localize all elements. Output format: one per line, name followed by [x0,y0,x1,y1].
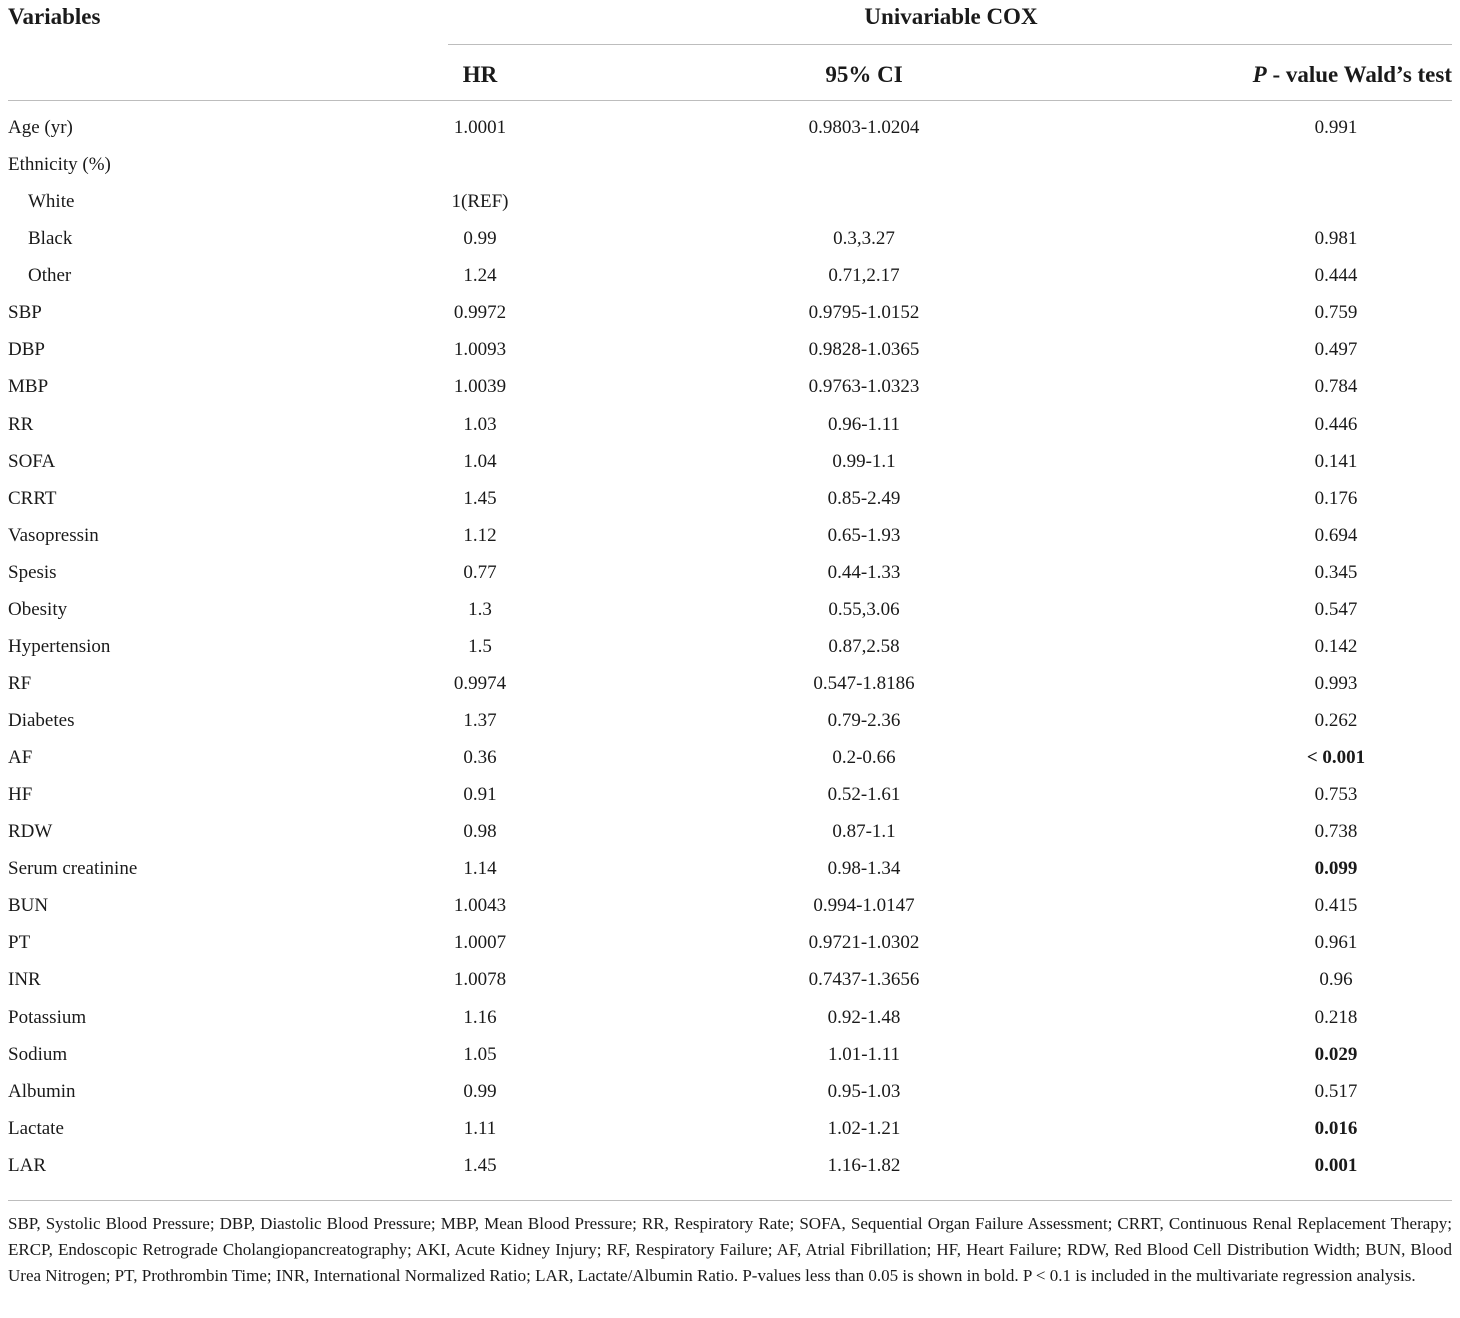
cell-ci: 0.9795-1.0152 [808,302,920,324]
cell-ci: 0.96-1.11 [827,413,901,435]
cell-ci: 0.87,2.58 [828,635,900,657]
cell-hr: 1.0007 [453,932,507,954]
cell-hr: 0.9974 [453,672,507,694]
cell-ci: 0.99-1.1 [832,450,896,472]
cell-ci: 0.9721-1.0302 [808,932,920,954]
table-row [0,409,1460,446]
cell-ci: 0.9763-1.0323 [808,376,920,398]
cell-ci: 1.01-1.11 [827,1043,901,1065]
table-row [0,223,1460,260]
cell-hr: 1.0078 [453,969,507,991]
cell-hr: 1.14 [463,858,497,880]
cell-p-value: 0.142 [1314,635,1358,657]
cell-variable: Potassium [8,1006,87,1028]
table-row [0,371,1460,408]
cell-ci: 0.65-1.93 [827,524,901,546]
header-univariable-cox: Univariable COX [864,4,1038,29]
cell-hr: 1.04 [463,450,497,472]
table-row [0,557,1460,594]
cell-ci: 0.547-1.8186 [813,672,915,694]
cell-ci: 0.994-1.0147 [813,895,915,917]
cell-p-value: 0.993 [1314,672,1358,694]
cell-ci: 0.55,3.06 [828,598,900,620]
cell-variable: DBP [8,339,45,361]
cell-p-value: 0.176 [1314,487,1358,509]
cell-variable: BUN [8,895,49,917]
table-row [0,816,1460,853]
cell-variable: Black [28,228,73,250]
table-row [0,890,1460,927]
cell-variable: Sodium [8,1043,68,1065]
table-body [0,112,1460,1187]
cell-p-value: 0.444 [1314,265,1358,287]
table-row [0,668,1460,705]
cell-hr: 1.3 [468,598,492,620]
cell-variable: Obesity [8,598,68,620]
cell-ci: 0.44-1.33 [827,561,901,583]
cell-p-value: 0.016 [1314,1117,1358,1139]
cell-hr: 1.16 [463,1006,497,1028]
table-row [0,334,1460,371]
cell-hr: 1.37 [463,710,497,731]
header-group-rule [448,44,1452,45]
cell-p-value: 0.694 [1314,524,1358,546]
footnote: SBP, Systolic Blood Pressure; DBP, Diastolic Blood Pressure; MBP, Mean Blood Pressure; RR, Respiratory Rate; SOFA, Sequential Organ Failure Assessment; CRRT, Continuous Renal Replacement Therapy; ERCP, Endoscopic Retrograde Cholangiopancreatography; AKI, Acute Kidney Injury; RF, Respiratory Failure; AF, Atrial Fibrillation; HF, Heart Failure; RDW, Red Blood Cell Distribution Width; BUN, Blood Urea Nitrogen; PT, Prothrombin Time; INR, International Normalized Ratio; LAR, Lactate/Albumin Ratio. P-values less than 0.05 is shown in bold. P < 0.1 is included in the multivariate regression analysis. [8,1214,1452,1285]
cell-ci: 1.16-1.82 [827,1154,901,1176]
cell-p-value: 0.345 [1314,561,1358,583]
cell-p-value: 0.517 [1314,1080,1358,1102]
cell-hr: 0.9972 [453,302,507,324]
cell-p-value: 0.415 [1314,895,1358,917]
cell-p-value: 0.029 [1314,1043,1358,1065]
cell-variable: INR [8,969,41,991]
cell-hr: 1.0001 [453,117,507,138]
cell-hr: 1(REF) [451,191,509,213]
table-row [0,520,1460,557]
table-row [0,964,1460,1001]
cell-hr: 0.91 [463,784,497,806]
cell-variable: HF [8,784,33,806]
table-row [0,1039,1460,1076]
cell-hr: 1.11 [463,1117,497,1139]
table-row [0,779,1460,816]
cell-p-value: 0.961 [1314,932,1358,954]
cell-p-value: 0.001 [1314,1154,1358,1176]
table-row [0,112,1460,149]
cell-hr: 1.45 [463,487,497,509]
table-row [0,631,1460,668]
cell-ci: 0.52-1.61 [827,784,901,806]
cell-ci: 0.92-1.48 [827,1006,901,1028]
cell-hr: 1.12 [463,524,497,546]
header-p-rest: - value Wald’s test [1266,62,1452,87]
cell-ci: 0.95-1.03 [827,1080,901,1102]
table-row [0,853,1460,890]
cell-hr: 0.98 [463,821,497,843]
cell-variable: LAR [8,1154,46,1176]
cell-variable: CRRT [8,487,57,509]
cell-hr: 0.77 [463,561,497,583]
cell-p-value: 0.738 [1314,821,1358,843]
cell-p-value: 0.784 [1314,376,1358,398]
cell-ci: 0.98-1.34 [827,858,901,880]
cell-variable: MBP [8,376,49,398]
table-row [0,260,1460,297]
cell-ci: 0.87-1.1 [832,821,896,843]
cell-hr: 1.03 [463,413,497,435]
cell-p-value: 0.547 [1314,598,1358,620]
header-p-italic: P [1252,62,1267,87]
cell-variable: Vasopressin [8,524,99,546]
cell-hr: 1.05 [463,1043,497,1065]
table-row [0,705,1460,742]
cell-ci: 0.71,2.17 [828,265,900,287]
table-row [0,149,1460,186]
header-p-value [1100,62,1452,88]
cell-variable: RR [8,413,34,435]
cell-p-value: 0.141 [1314,450,1358,472]
cell-variable: Spesis [8,561,57,583]
table-row [0,446,1460,483]
cell-ci: 0.9828-1.0365 [808,339,920,361]
cell-hr: 1.45 [463,1154,497,1176]
cell-p-value: 0.981 [1314,228,1358,250]
cell-p-value: 0.099 [1314,858,1358,880]
cell-hr: 0.99 [463,1080,497,1102]
cell-variable: White [28,191,75,213]
cell-p-value: 0.759 [1314,302,1358,324]
cell-variable: RDW [8,821,53,843]
table-row [0,1076,1460,1113]
cell-p-value: 0.96 [1319,969,1353,991]
cell-variable: Other [28,265,72,287]
cell-hr: 0.99 [463,228,497,250]
cell-variable: SOFA [8,450,56,472]
table-row [0,1002,1460,1039]
cell-variable: Ethnicity (%) [8,154,111,176]
cell-variable: Serum creatinine [8,858,138,880]
header-hr: HR [462,62,498,87]
cell-variable: Albumin [8,1080,76,1102]
cell-p-value: 0.446 [1314,413,1358,435]
cell-variable: SBP [8,302,42,324]
cell-hr: 1.5 [468,635,492,657]
cell-ci: 0.3,3.27 [833,228,895,250]
cell-ci: 0.9803-1.0204 [808,117,920,138]
cell-hr: 1.0039 [453,376,507,398]
cell-ci: 0.79-2.36 [827,710,901,731]
cell-ci: 1.02-1.21 [827,1117,901,1139]
table-row [0,1113,1460,1150]
table-row [0,483,1460,520]
cell-variable: Hypertension [8,635,111,657]
cell-ci: 0.7437-1.3656 [808,969,920,991]
cell-p-value: < 0.001 [1306,747,1366,769]
table-row [0,742,1460,779]
cell-variable: PT [8,932,31,954]
table-row [0,594,1460,631]
cell-hr: 0.36 [463,747,497,769]
cell-p-value: 0.991 [1314,117,1358,138]
header-variables: Variables [8,4,101,29]
table-row [0,186,1460,223]
cell-variable: AF [8,747,33,769]
cell-p-value: 0.218 [1314,1006,1358,1028]
table-row [0,1150,1460,1187]
cell-variable: Age (yr) [8,117,73,138]
cell-hr: 1.0043 [453,895,507,917]
table-row [0,927,1460,964]
cell-p-value: 0.753 [1314,784,1358,806]
cell-p-value: 0.262 [1314,710,1358,731]
table-header [0,0,1460,104]
header-bottom-rule [8,100,1452,101]
cell-hr: 1.0093 [453,339,507,361]
cell-hr: 1.24 [463,265,497,287]
footnote-rule [8,1200,1452,1201]
header-95-ci: 95% CI [825,62,903,87]
cell-variable: Diabetes [8,710,75,731]
cell-ci: 0.85-2.49 [827,487,901,509]
cell-ci: 0.2-0.66 [832,747,896,769]
cell-p-value: 0.497 [1314,339,1358,361]
table-row [0,297,1460,334]
cell-variable: RF [8,672,32,694]
cell-variable: Lactate [8,1117,64,1139]
